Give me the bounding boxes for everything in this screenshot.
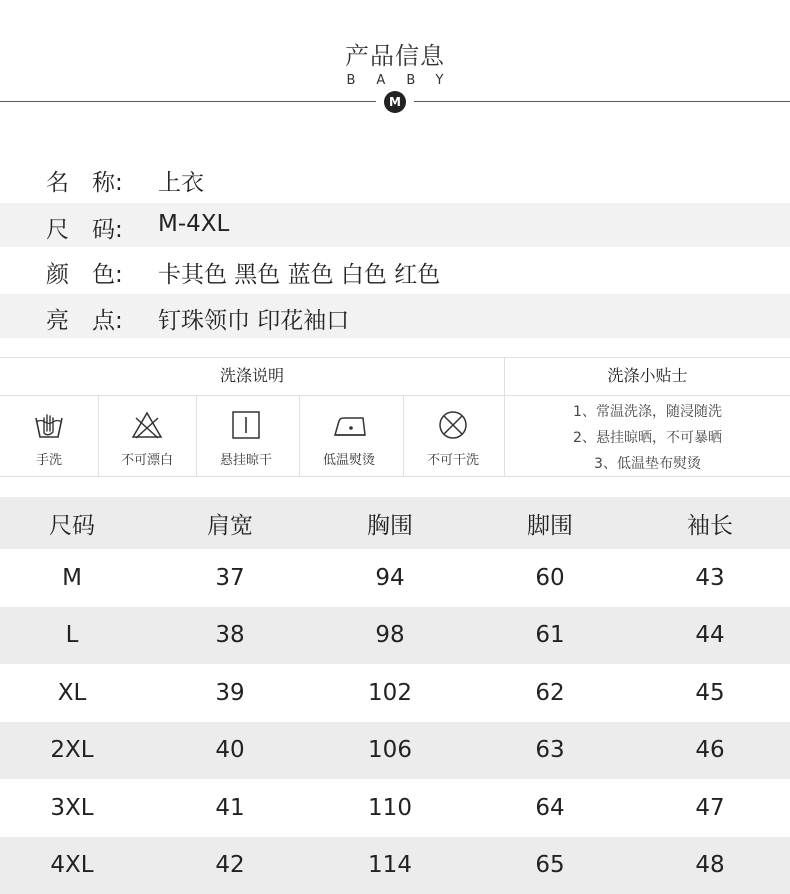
table-cell: 47 [630, 779, 790, 837]
no-bleach-icon [131, 409, 163, 441]
section-title: 产品信息 [0, 36, 790, 71]
info-value: 钉珠领巾 印花袖口 [158, 302, 349, 335]
table-cell: 41 [150, 779, 310, 837]
table-cell: 62 [470, 664, 630, 722]
no-dry-clean-icon [437, 409, 469, 441]
header-cell: 袖长 [630, 497, 790, 549]
table-row [0, 779, 790, 837]
table-cell: 43 [630, 549, 790, 607]
care-label: 不可干洗 [404, 449, 502, 468]
table-cell: 63 [470, 722, 630, 780]
table-cell: 106 [310, 722, 470, 780]
info-value: 卡其色 黑色 蓝色 白色 红色 [158, 256, 440, 289]
table-row [0, 549, 790, 607]
hand-wash-icon [33, 409, 65, 441]
low-iron-icon [333, 409, 367, 441]
table-cell: 61 [470, 607, 630, 665]
divider-left [0, 101, 376, 102]
table-row [0, 664, 790, 722]
info-label: 尺 码: [46, 211, 156, 244]
brand-badge: M [384, 91, 406, 113]
header-cell: 尺码 [0, 497, 152, 549]
table-cell: 2XL [0, 722, 152, 780]
size-table-header [0, 497, 790, 549]
table-cell: 114 [310, 837, 470, 894]
table-cell: 3XL [0, 779, 152, 837]
care-item-hang-dry [197, 399, 295, 473]
care-item-no-bleach [98, 399, 196, 473]
wash-tip: 2、悬挂晾晒，不可暴晒 [505, 425, 790, 451]
wash-tips-title: 洗涤小贴士 [505, 357, 790, 395]
table-cell: 64 [470, 779, 630, 837]
table-cell: 60 [470, 549, 630, 607]
hang-dry-icon [230, 409, 262, 441]
info-row-color [0, 248, 790, 292]
table-cell: 65 [470, 837, 630, 894]
section-subtitle: BABY [0, 73, 790, 88]
info-label: 名 称: [46, 164, 156, 197]
care-border-mid [0, 395, 790, 396]
header-cell: 脚围 [470, 497, 630, 549]
care-label: 手洗 [0, 449, 98, 468]
care-label: 悬挂晾干 [197, 449, 295, 468]
care-item-hand-wash [0, 399, 98, 473]
table-cell: 44 [630, 607, 790, 665]
care-panel [0, 357, 790, 477]
info-row-name [0, 156, 790, 200]
table-cell: 94 [310, 549, 470, 607]
table-cell: M [0, 549, 152, 607]
table-cell: 98 [310, 607, 470, 665]
care-item-low-iron [300, 399, 398, 473]
header-cell: 肩宽 [150, 497, 310, 549]
wash-tip: 1、常温洗涤，随浸随洗 [505, 399, 790, 425]
table-cell: 110 [310, 779, 470, 837]
table-cell: 102 [310, 664, 470, 722]
table-cell: 37 [150, 549, 310, 607]
table-cell: XL [0, 664, 152, 722]
table-cell: 39 [150, 664, 310, 722]
table-cell: 38 [150, 607, 310, 665]
info-value: 上衣 [158, 164, 204, 197]
table-cell: L [0, 607, 152, 665]
wash-tips-list [505, 399, 790, 477]
care-label: 不可漂白 [98, 449, 196, 468]
table-cell: 42 [150, 837, 310, 894]
wash-instructions-title: 洗涤说明 [0, 357, 504, 395]
info-row-size [0, 203, 790, 247]
header-cell: 胸围 [310, 497, 470, 549]
product-info-header [0, 0, 790, 130]
table-cell: 4XL [0, 837, 152, 894]
info-value: M-4XL [158, 211, 229, 237]
info-label: 亮 点: [46, 302, 156, 335]
wash-tip: 3、低温垫布熨烫 [505, 451, 790, 477]
info-label: 颜 色: [46, 256, 156, 289]
divider-right [414, 101, 790, 102]
table-row [0, 607, 790, 665]
table-cell: 48 [630, 837, 790, 894]
info-row-highlight [0, 294, 790, 338]
care-item-no-dry-clean [404, 399, 502, 473]
table-row [0, 722, 790, 780]
table-cell: 46 [630, 722, 790, 780]
table-cell: 45 [630, 664, 790, 722]
table-row [0, 837, 790, 894]
table-cell: 40 [150, 722, 310, 780]
size-table [0, 497, 790, 894]
care-label: 低温熨烫 [300, 449, 398, 468]
